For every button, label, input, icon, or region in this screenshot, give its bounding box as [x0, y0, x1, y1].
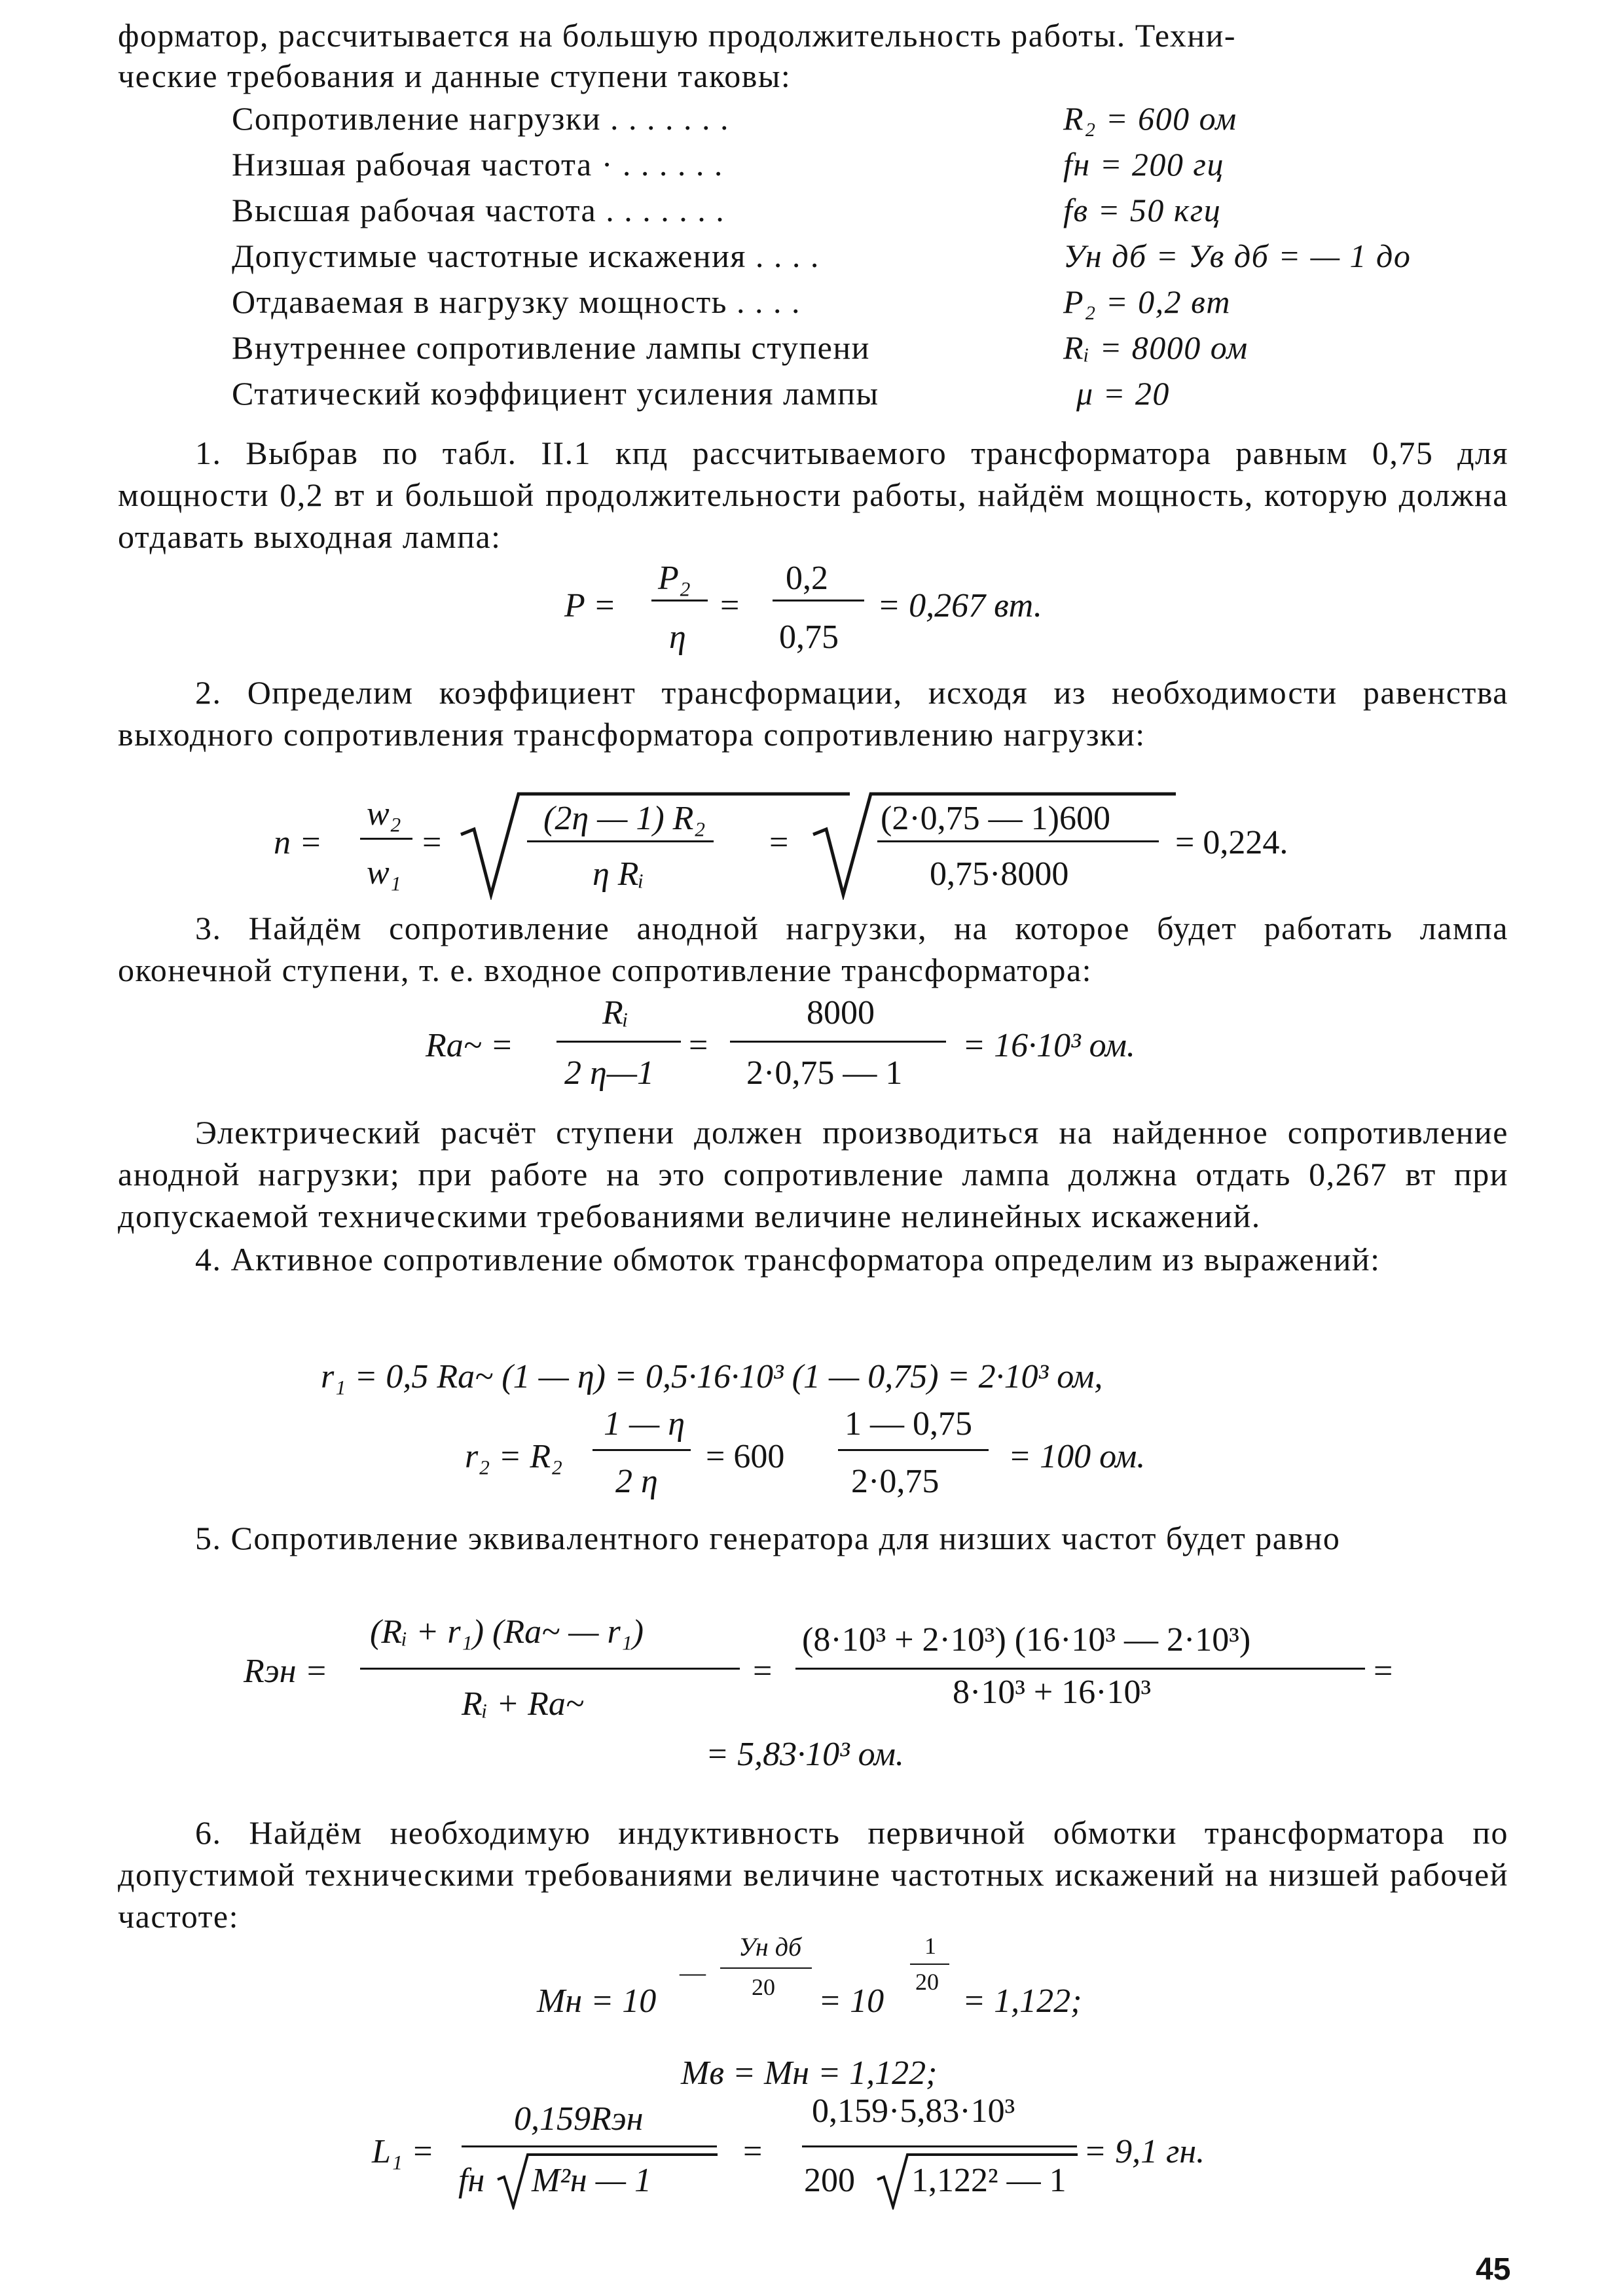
- spec-name: Допустимые частотные искажения . . . .: [232, 238, 820, 274]
- eq6c-den1-a: fн: [458, 2162, 485, 2199]
- eq4b-num2: 1 — 0,75: [845, 1405, 972, 1443]
- eq6c-result: = 9,1 гн.: [1084, 2133, 1205, 2170]
- step-1-text: 1. Выбрав по табл. II.1 кпд рассчитываемого трансформатора равным 0,75 для мощности 0,2 вт и большой продолжительности работы, найдём мощность, которую должна отдавать выходная лампа:: [118, 435, 1508, 555]
- fraction-bar: [593, 1449, 691, 1451]
- eq3-den2: 2·0,75 — 1: [746, 1054, 903, 1092]
- eq3-result: = 16·10³ ом.: [962, 1027, 1135, 1064]
- eq6a-exp1-den: 20: [752, 1974, 775, 2000]
- eq2-result: = 0,224.: [1175, 824, 1288, 861]
- eq6c-num1: 0,159Rэн: [514, 2100, 644, 2138]
- eq5-num2: (8·10³ + 2·10³) (16·10³ — 2·10³): [802, 1621, 1251, 1659]
- eq5-trail: =: [1374, 1653, 1393, 1690]
- fraction-bar: [360, 1668, 740, 1670]
- eq1-den1: η: [669, 619, 686, 656]
- eq3-lhs: Ra~ =: [426, 1027, 513, 1064]
- eq2-rad2-num: (2·0,75 — 1)600: [881, 800, 1110, 837]
- eq1-eq: =: [720, 587, 740, 624]
- spec-name: Статический коэффициент усиления лампы: [232, 375, 879, 412]
- fraction-bar: [556, 1041, 681, 1043]
- spec-value: Ун дб = Ув дб = — 1 до: [1063, 238, 1412, 274]
- eq1-num2: 0,2: [786, 560, 828, 597]
- eq2-den1: w₁: [367, 854, 401, 891]
- spec-value: μ = 20: [1076, 375, 1170, 412]
- eq6a-exp1-num: Ун дб: [739, 1932, 802, 1962]
- eq6c-den2-a: 200: [804, 2162, 855, 2199]
- eq4b-result: = 100 ом.: [1008, 1438, 1146, 1475]
- fraction-bar: [795, 1668, 1365, 1670]
- spec-value: Rᵢ = 8000 ом: [1063, 329, 1249, 366]
- eq4b-lhs: r₂ = R₂: [465, 1438, 563, 1475]
- eq3-eq: =: [689, 1027, 708, 1064]
- eq1-num1: P₂: [658, 560, 691, 597]
- eq6c-lhs: L₁ =: [372, 2133, 435, 2170]
- eq4b-eq: = 600: [706, 1438, 785, 1475]
- equation-4a: r₁ = 0,5 Ra~ (1 — η) = 0,5·16·10³ (1 — 0,75) = 2·10³ ом,: [321, 1358, 1103, 1395]
- step-3-text: 3. Найдём сопротивление анодной нагрузки, на которое будет работать лампа оконечной ступени, т. е. входное сопротивление трансформатора:: [118, 910, 1508, 988]
- eq3-den1: 2 η—1: [564, 1054, 655, 1092]
- eq2-num1: w₂: [367, 795, 401, 833]
- eq2-rad2-den: 0,75·8000: [930, 855, 1069, 893]
- fraction-bar: [910, 1964, 949, 1965]
- intro-line-1: форматор, рассчитывается на большую продолжительность работы. Техни-: [118, 17, 1237, 54]
- fraction-bar: [462, 2145, 717, 2147]
- fraction-bar: [730, 1041, 946, 1043]
- fraction-bar: [651, 600, 708, 601]
- equation-6b: Mв = Mн = 1,122;: [681, 2054, 938, 2092]
- eq3-num1: Rᵢ: [602, 994, 629, 1031]
- eq5-den2: 8·10³ + 16·10³: [953, 1674, 1152, 1711]
- spec-value: fн = 200 гц: [1063, 146, 1224, 183]
- eq1-result: = 0,267 вт.: [877, 587, 1042, 624]
- electric-calc-paragraph: Электрический расчёт ступени должен производиться на найденное сопротивление анодной нагрузки; при работе на это сопротивление лампа должна отдать 0,267 вт при допускаемой техническими требованиями величине нелинейных искажений.: [118, 1114, 1508, 1234]
- spec-name: Внутреннее сопротивление лампы ступени: [232, 329, 870, 366]
- fraction-bar: [802, 2145, 1077, 2147]
- eq4b-num1: 1 — η: [604, 1405, 685, 1443]
- fraction-bar: [360, 838, 412, 840]
- eq6a-result: = 1,122;: [962, 1982, 1082, 2020]
- intro-line-2: ческие требования и данные ступени таковы:: [118, 58, 792, 94]
- eq5-den1: Rᵢ + Ra~: [462, 1685, 584, 1723]
- eq2-rad1-num: (2η — 1) R₂: [543, 800, 706, 837]
- fraction-bar: [527, 840, 714, 842]
- page-number: 45: [1476, 2252, 1511, 2287]
- step-4-text: 4. Активное сопротивление обмоток трансформатора определим из выражений:: [195, 1241, 1381, 1278]
- step-2-text: 2. Определим коэффициент трансформации, исходя из необходимости равенства выходного сопротивления трансформатора сопротивлению нагрузки:: [118, 674, 1508, 753]
- minus-sign: —: [680, 1958, 706, 1987]
- spec-name: Низшая рабочая частота · . . . . . .: [232, 146, 723, 183]
- eq4b-den2: 2·0,75: [851, 1463, 939, 1500]
- spec-value: R₂ = 600 ом: [1063, 100, 1237, 137]
- eq1-lhs: P =: [564, 587, 616, 624]
- eq6c-eq: =: [743, 2133, 763, 2170]
- spec-name: Отдаваемая в нагрузку мощность . . . .: [232, 283, 801, 320]
- eq6c-den1-b: M²н — 1: [532, 2162, 651, 2199]
- fraction-bar: [773, 600, 864, 601]
- eq5-result: = 5,83·10³ ом.: [706, 1736, 904, 1773]
- step-5-text: 5. Сопротивление эквивалентного генератора для низших частот будет равно: [195, 1520, 1341, 1556]
- eq2-eq2: =: [769, 824, 789, 861]
- eq1-den2: 0,75: [779, 619, 839, 656]
- step-6-text: 6. Найдём необходимую индуктивность первичной обмотки трансформатора по допустимой техническими требованиями величине частотных искажений на низшей рабочей частоте:: [118, 1814, 1508, 1935]
- eq6a-lhs: Mн = 10: [537, 1982, 657, 2020]
- eq2-eq1: =: [422, 824, 442, 861]
- eq6c-den2-b: 1,122² — 1: [911, 2162, 1067, 2199]
- fraction-bar: [720, 1967, 812, 1969]
- eq4b-den1: 2 η: [615, 1463, 658, 1500]
- eq6a-mid: = 10: [818, 1982, 884, 2020]
- eq6a-exp2-den: 20: [915, 1969, 939, 1995]
- eq5-eq: =: [753, 1653, 773, 1690]
- eq5-lhs: Rэн =: [244, 1653, 328, 1690]
- eq6c-num2: 0,159·5,83·10³: [812, 2092, 1015, 2130]
- eq3-num2: 8000: [807, 994, 875, 1031]
- spec-name: Сопротивление нагрузки . . . . . . .: [232, 100, 729, 137]
- eq5-num1: (Rᵢ + r₁) (Ra~ — r₁): [370, 1613, 644, 1651]
- spec-name: Высшая рабочая частота . . . . . . .: [232, 192, 725, 228]
- eq2-rad1-den: η Rᵢ: [593, 855, 644, 893]
- spec-value: P₂ = 0,2 вт: [1063, 283, 1231, 320]
- fraction-bar: [877, 840, 1159, 842]
- eq2-lhs: n =: [274, 824, 323, 861]
- eq6a-exp2-num: 1: [924, 1933, 936, 1959]
- spec-value: fв = 50 кгц: [1063, 192, 1222, 228]
- fraction-bar: [838, 1449, 989, 1451]
